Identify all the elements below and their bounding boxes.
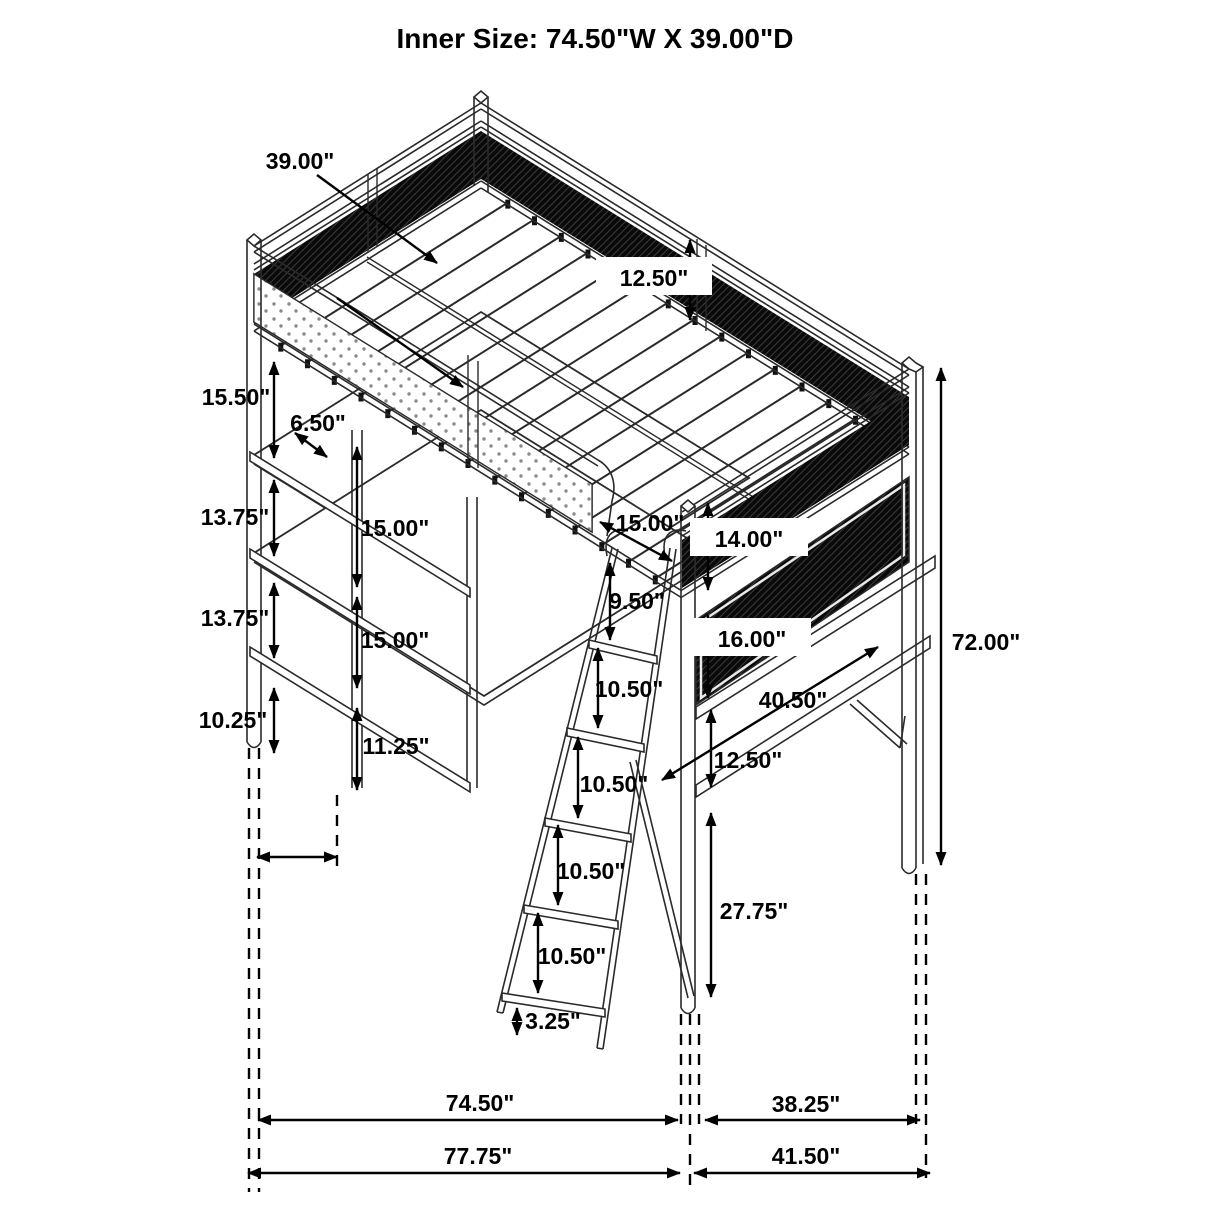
dim-side-width-outer: 41.50" [771, 1143, 841, 1169]
svg-text:14.00": 14.00" [714, 526, 784, 552]
dim-desk-gap-b: 15.00" [360, 627, 430, 653]
dim-desk-diag: 40.50" [758, 687, 828, 713]
dim-rung-gap-b: 10.50" [579, 771, 649, 797]
dim-rail-height [596, 257, 712, 295]
svg-text:12.50": 12.50" [619, 265, 689, 291]
dim-ladder-top-gap: 9.50" [609, 588, 665, 614]
dim-rung-gap-a: 10.50" [594, 676, 664, 702]
dim-desk-clearance: 11.25" [362, 733, 430, 759]
dim-bed-width-inner: 74.50" [445, 1090, 515, 1116]
diagram-title: Inner Size: 74.50"W X 39.00"D [396, 23, 794, 54]
dim-bed-edge: 15.00" [615, 510, 685, 536]
dim-depth-top: 39.00" [265, 148, 335, 174]
dim-foot-gap: 3.25" [525, 1008, 581, 1034]
dim-desk-shelf-gap: 12.50" [713, 747, 783, 773]
dim-panel-a [690, 518, 808, 556]
dim-shelf-gap-c: 10.25" [198, 707, 268, 733]
dim-shelf-gap-b: 13.75" [200, 605, 270, 631]
dim-rung-gap-d: 10.50" [537, 943, 607, 969]
svg-text:16.00": 16.00" [717, 626, 787, 652]
dim-shelf-gap-top: 15.50" [201, 384, 271, 410]
dim-total-height: 72.00" [951, 629, 1021, 655]
dim-panel-b [693, 618, 811, 656]
dim-bed-width-outer: 77.75" [443, 1143, 513, 1169]
dim-side-width-inner: 38.25" [771, 1091, 841, 1117]
dim-desk-gap-a: 15.00" [360, 515, 430, 541]
dim-shelf-floor: 27.75" [719, 898, 789, 924]
projection-lines [249, 748, 926, 1192]
dim-rung-gap-c: 10.50" [556, 858, 626, 884]
dim-shelf-gap-a: 13.75" [200, 504, 270, 530]
dim-shelf-depth: 6.50" [290, 410, 346, 436]
